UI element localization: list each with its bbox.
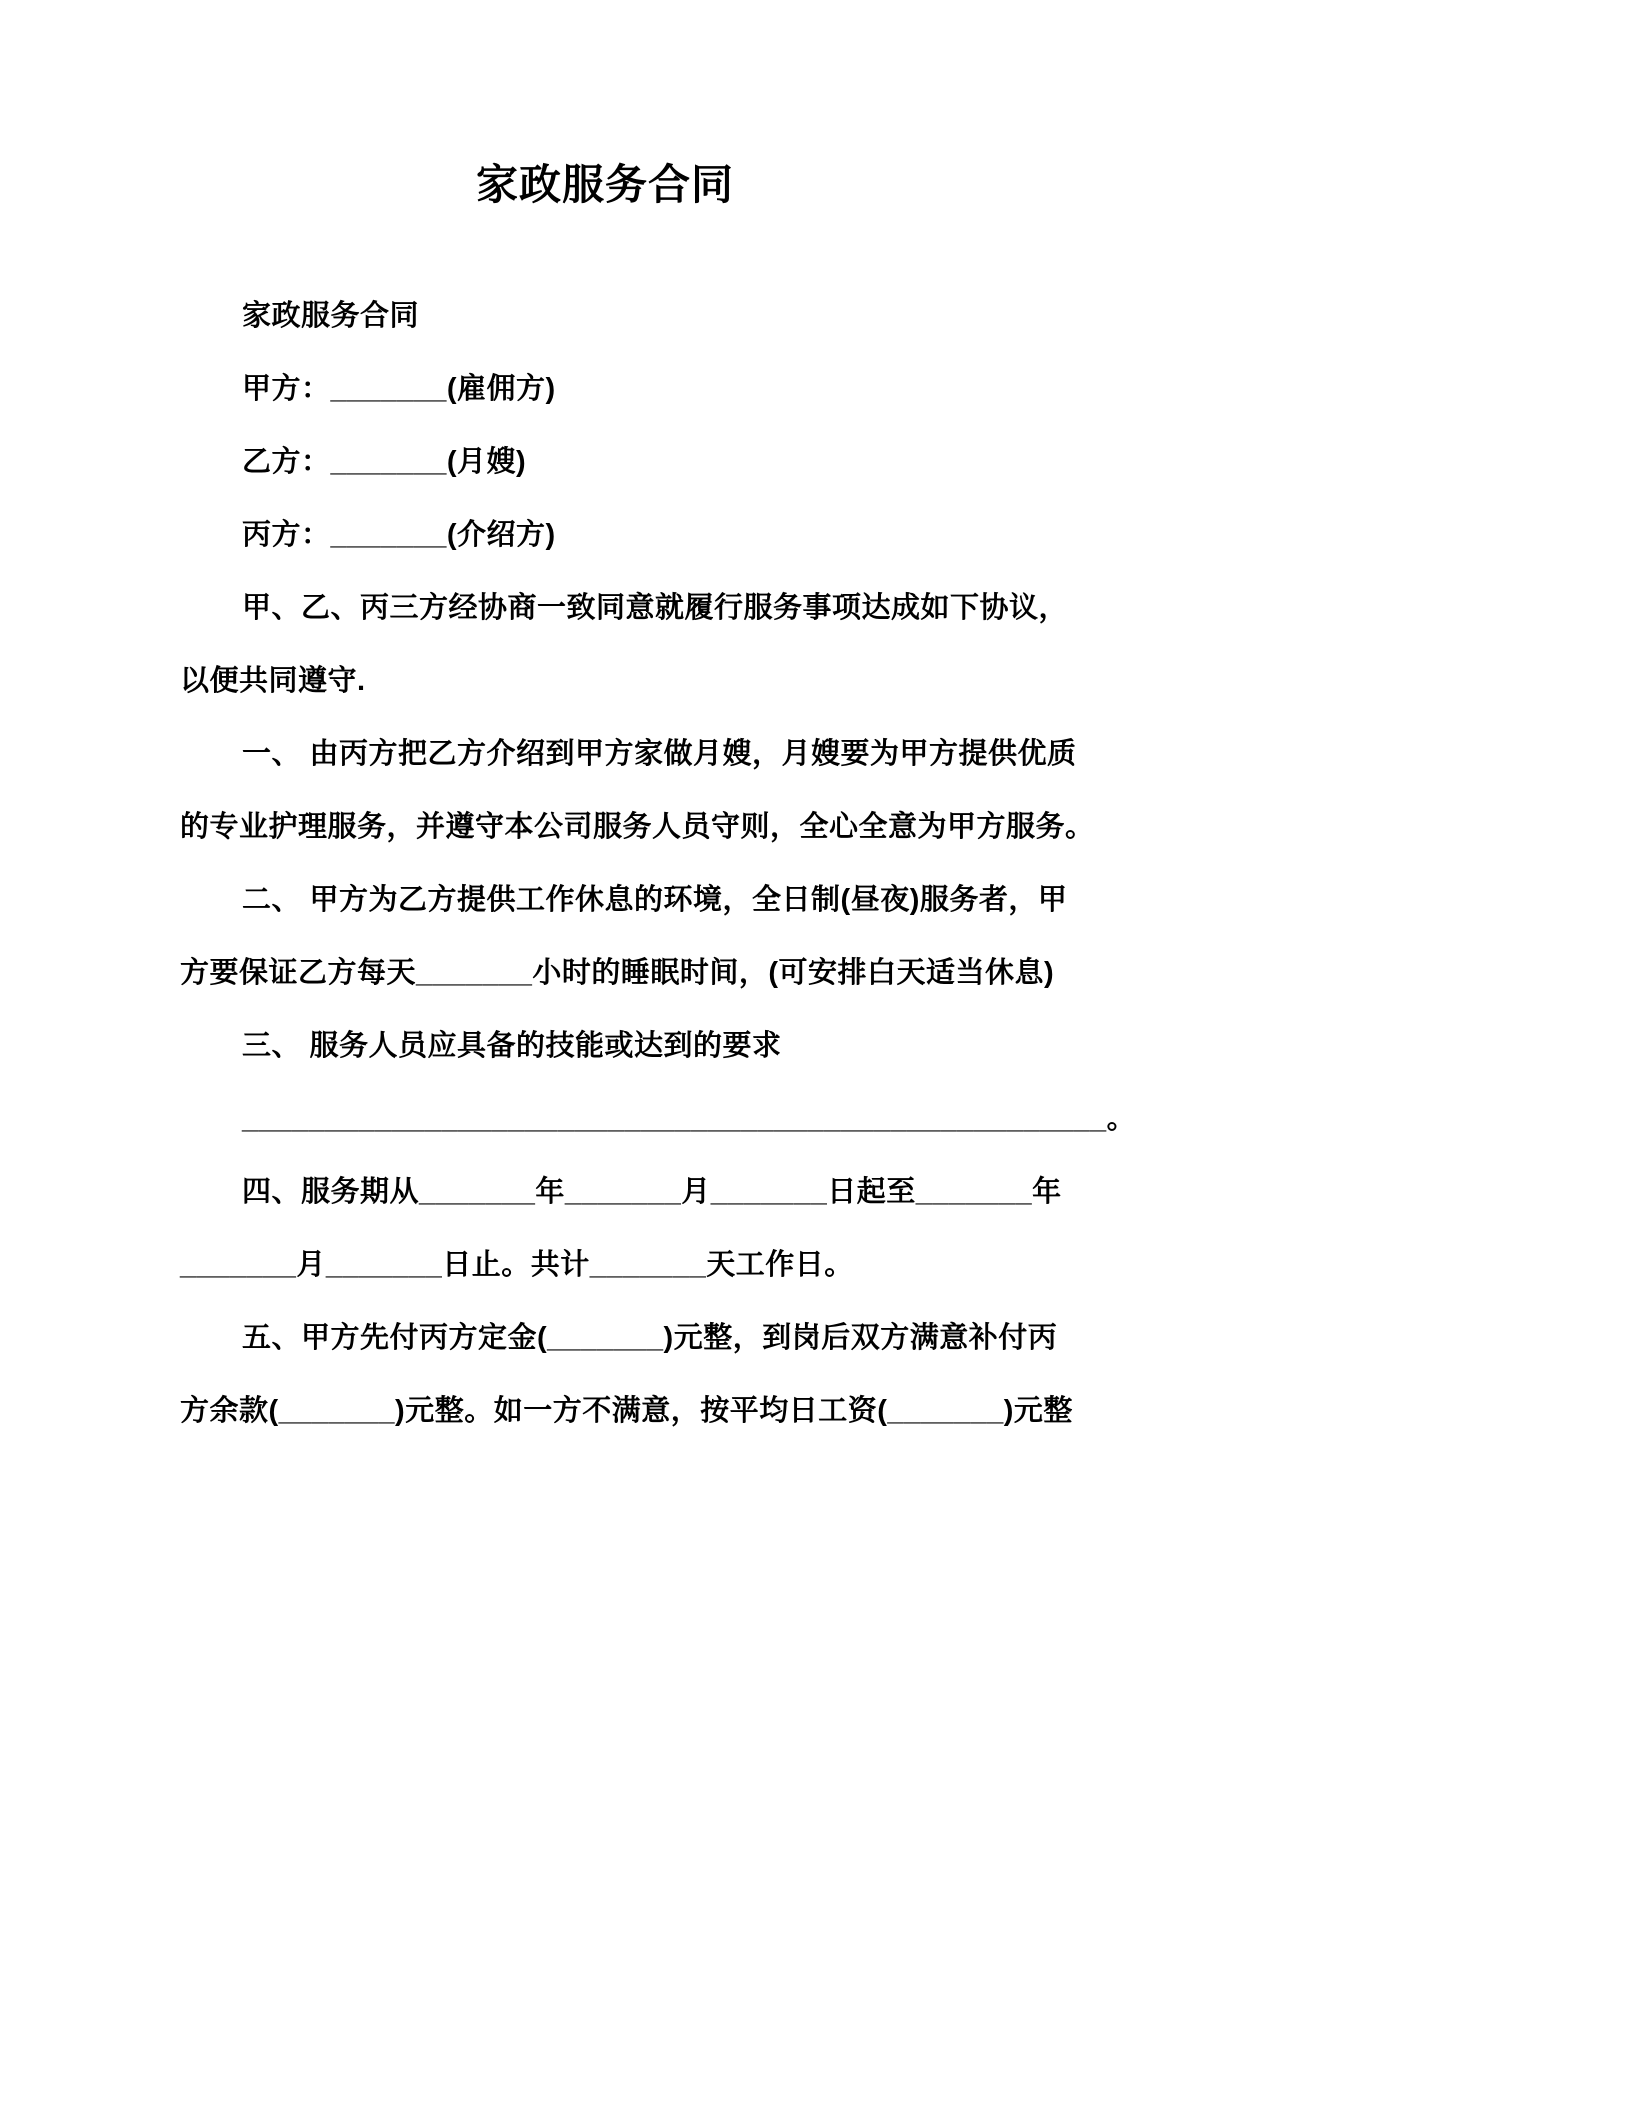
doc-line-clause-4a: 四、服务期从_______年_______月_______日起至_______年: [242, 1176, 1062, 1208]
doc-line-clause-3: 三、 服务人员应具备的技能或达到的要求: [242, 1030, 782, 1062]
doc-line-preamble-1: 甲、乙、丙三方经协商一致同意就履行服务事项达成如下协议，: [242, 592, 1069, 624]
doc-line-party-a: 甲方：_______(雇佣方): [242, 373, 556, 405]
page-title: 家政服务合同: [475, 161, 734, 208]
doc-line-clause-5b: 方余款(_______)元整。如一方不满意，按平均日工资(_______)元整: [180, 1395, 1073, 1427]
doc-line-clause-2a: 二、 甲方为乙方提供工作休息的环境，全日制(昼夜)服务者，甲: [242, 884, 1068, 916]
doc-line-clause-2b: 方要保证乙方每天_______小时的睡眠时间，(可安排白天适当休息): [180, 957, 1055, 989]
doc-line-preamble-2: 以便共同遵守.: [180, 665, 366, 697]
doc-line-clause-4b: _______月_______日止。共计_______天工作日。: [180, 1249, 854, 1281]
document-content: [180, 148, 1137, 1448]
doc-line-party-b: 乙方：_______(月嫂): [242, 446, 527, 478]
doc-line-subtitle: 家政服务合同: [242, 300, 420, 332]
doc-line-blank-rule: ____________________________________________________。: [242, 1103, 1137, 1135]
doc-line-clause-1a: 一、 由丙方把乙方介绍到甲方家做月嫂，月嫂要为甲方提供优质: [242, 738, 1077, 770]
doc-line-clause-5a: 五、甲方先付丙方定金(_______)元整，到岗后双方满意补付丙: [242, 1322, 1058, 1354]
doc-line-clause-1b: 的专业护理服务，并遵守本公司服务人员守则，全心全意为甲方服务。: [180, 811, 1095, 843]
doc-line-party-c: 丙方：_______(介绍方): [242, 519, 556, 551]
